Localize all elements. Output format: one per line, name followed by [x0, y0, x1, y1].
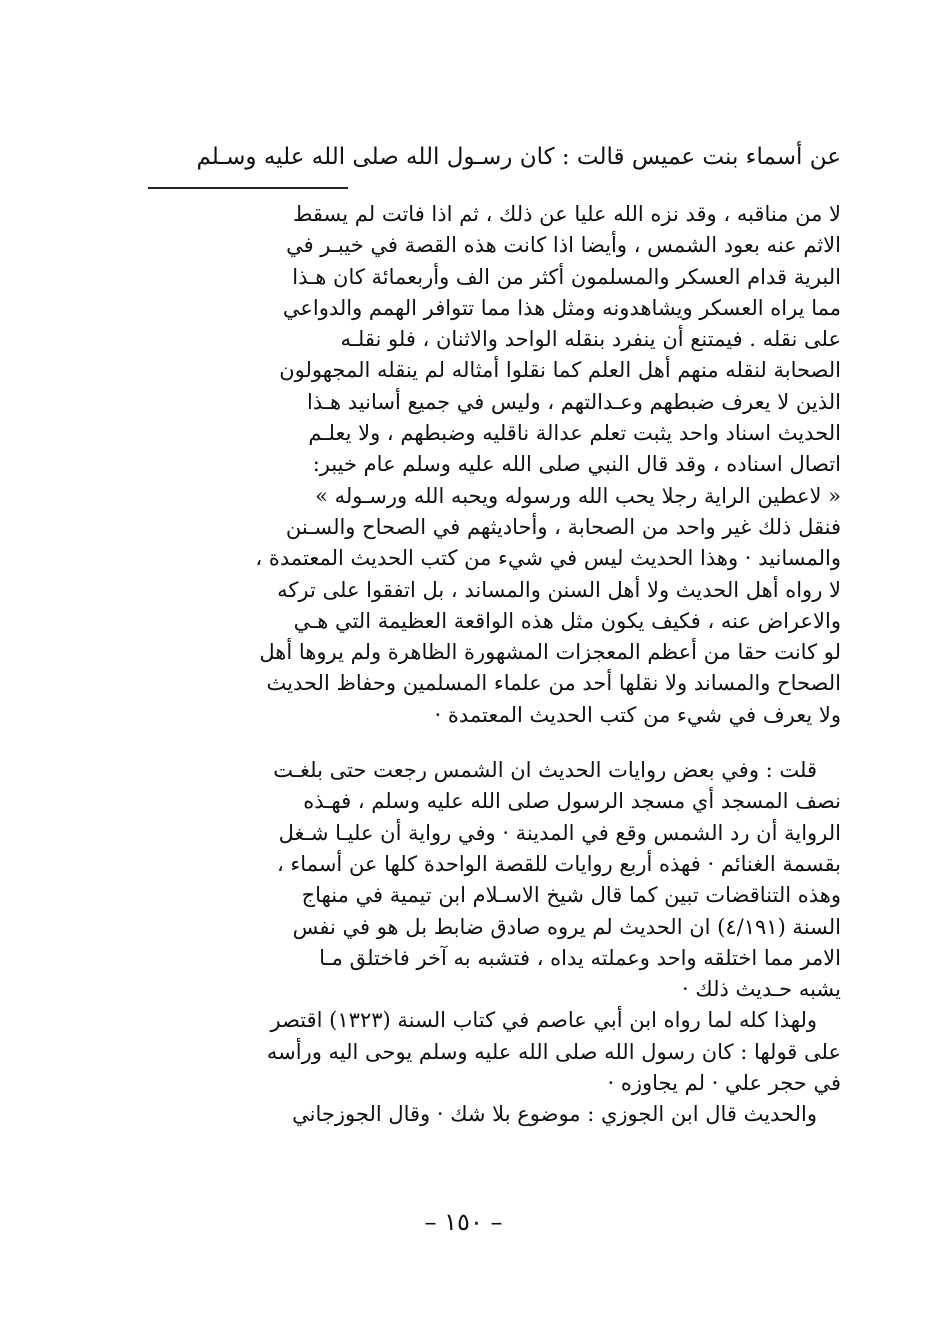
paragraph-spacer	[141, 731, 841, 755]
text-line: نصف المسجد أي مسجد الرسول صلى الله عليه وسلم ، فهـذه	[303, 789, 841, 814]
text-line: على نقله . فيمتنع أن ينفرد بنقله الواحد والاثنان ، فلو نقلـه	[340, 327, 841, 352]
body-text	[141, 199, 841, 1131]
text-line: والمسانيد · وهذا الحديث ليس في شيء من كتب الحديث المعتمدة ،	[255, 546, 841, 571]
text-line: الحديث اسناد واحد يثبت تعلم عدالة ناقليه وضبطهم ، ولا يعلـم	[308, 421, 841, 446]
text-line: الصحاح والمساند ولا نقلها أحد من علماء المسلمين وحفاظ الحديث	[266, 671, 841, 696]
text-line: الذين لا يعرف ضبطهم وعـدالتهم ، وليس في جميع أسانيد هـذا	[307, 389, 841, 414]
text-line: والاعراض عنه ، فكيف يكون مثل هذه الواقعة العظيمة التي هـي	[293, 608, 841, 633]
text-line: في حجر علي · لم يجاوزه ·	[607, 1071, 841, 1096]
text-line: بقسمة الغنائم · فهذه أربع روايات للقصة الواحدة كلها عن أسماء ،	[276, 851, 841, 876]
text-line: قلت : وفي بعض روايات الحديث ان الشمس رجعت حتى بلغـت	[273, 758, 817, 783]
text-line: السنة (٤/١٩١) ان الحديث لم يروه صادق ضابط بل هو في نفس	[292, 914, 841, 939]
text-line: اتصال اسناده ، وقد قال النبي صلى الله عليه وسلم عام خيبر:	[312, 452, 841, 477]
text-line: الرواية أن رد الشمس وقع في المدينة · وفي رواية أن عليـا شـغل	[278, 820, 841, 845]
text-line: الامر مما اختلقه واحد وعملته يداه ، فتشبه به آخر فاختلق مـا	[319, 945, 841, 970]
text-line: يشبه حـديث ذلك ·	[682, 977, 841, 1002]
text-line: وهذه التناقضات تبين كما قال شيخ الاسـلام ابن تيمية في منهاج	[301, 883, 841, 908]
text-line: مما يراه العسكر ويشاهدونه ومثل هذا مما تتوافر الهمم والدواعي	[282, 295, 841, 320]
text-line: الاثم عنه بعود الشمس ، وأيضا اذا كانت هذه القصة في خيبـر في	[286, 233, 841, 258]
text-line: ولا يعرف في شيء من كتب الحديث المعتمدة ·	[434, 702, 841, 727]
header-line: عن أسماء بنت عميس قالت : كان رسـول الله صلى الله عليه وسـلم	[196, 144, 841, 170]
text-line: الصحابة لنقله منهم أهل العلم كما نقلوا أمثاله لم ينقله المجهولون	[279, 358, 841, 383]
paragraph-2	[141, 755, 841, 1005]
paragraph-1	[141, 199, 841, 731]
text-line: على قولها : كان رسول الله صلى الله عليه وسلم يوحى اليه ورأسه	[266, 1039, 841, 1064]
text-line: لو كانت حقا من أعظم المعجزات المشهورة الظاهرة ولم يروها أهل	[259, 640, 841, 665]
text-line: « لاعطين الراية رجلا يحب الله ورسوله ويحبه الله ورسـوله »	[315, 483, 841, 508]
text-line: لا رواه أهل الحديث ولا أهل السنن والمساند ، بل اتفقوا على تركه	[277, 577, 841, 602]
paragraph-4	[141, 1099, 841, 1130]
text-line: البرية قدام العسكر والمسلمون أكثر من الف وأربعمائة كان هـذا	[292, 264, 841, 289]
text-line: فنقل ذلك غير واحد من الصحابة ، وأحاديثهم في الصحاح والسـنن	[285, 514, 841, 539]
text-line: والحديث قال ابن الجوزي : موضوع بلا شك · وقال الجوزجاني	[292, 1102, 817, 1127]
text-line: ولهذا كله لما رواه ابن أبي عاصم في كتاب السنة (١٣٢٣) اقتصر	[270, 1008, 817, 1033]
paragraph-3	[141, 1005, 841, 1099]
text-line: لا من مناقبه ، وقد نزه الله عليا عن ذلك ، ثم اذا فاتت لم يسقط	[292, 202, 841, 226]
page-number: – ١٥٠ –	[424, 1208, 503, 1236]
header-divider	[148, 187, 348, 189]
